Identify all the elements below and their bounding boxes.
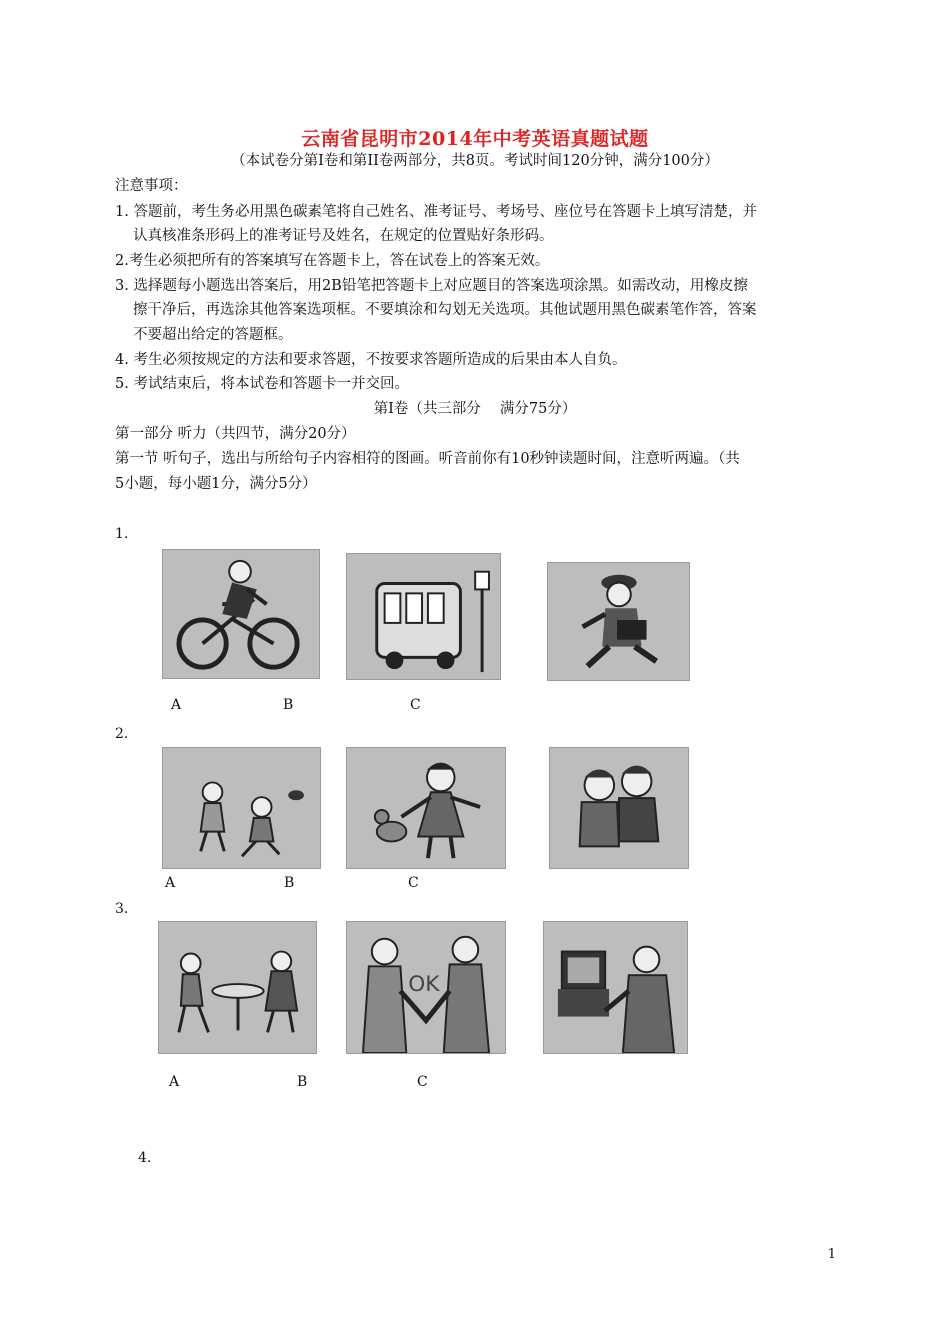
girl-icon [347,748,505,868]
notice-4: 4. 考生必须按规定的方法和要求答题，不按要求答题所造成的后果由本人自负。 [115,352,627,368]
page-number: 1 [827,1247,836,1262]
notice-3-cont: 擦干净后，再选涂其他答案选项框。不要填涂和勾划无关选项。其他试题用黑色碳素笔作答，答案 [133,302,757,318]
question-3-option-b: B [297,1074,308,1090]
question-2-number: 2. [115,726,129,742]
man-at-computer-image [543,921,688,1054]
volume-heading: 第I卷（共三部分 满分75分） [373,401,577,417]
question-3-option-a: A [169,1074,180,1090]
children-playing-image [162,747,321,869]
question-2-option-b: B [284,875,295,891]
two-friends-image [549,747,689,869]
girl-with-cat-image [346,747,506,869]
notice-1-cont: 认真核准条形码上的准考证号及姓名，在规定的位置贴好条形码。 [133,228,554,244]
notice-5: 5. 考试结束后，将本试卷和答题卡一并交回。 [115,376,409,392]
running-boy-icon [548,563,689,680]
bus-at-bus-stop-image [346,553,501,680]
section-instructions: 第一节 听句子，选出与所给句子内容相符的图画。听音前你有10秒钟读题时间，注意听两遍。（共 [115,451,740,467]
table-icon [159,922,316,1053]
question-1-option-b: B [283,697,294,713]
handshake-icon [347,922,505,1053]
notice-2: 2.考生必须把所有的答案填写在答题卡上，答在试卷上的答案无效。 [115,253,550,269]
two-men-shaking-hands-image [346,921,506,1054]
svg-text:OK: OK [408,971,440,997]
computer-icon [544,922,687,1053]
question-4-number: 4. [138,1150,152,1166]
boy-running-image [547,562,690,681]
section-instructions-cont: 5小题，每小题1分，满分5分） [115,476,317,492]
page-title: 云南省昆明市2014年中考英语真题试题 [301,128,649,150]
question-2-option-c: C [408,875,419,891]
question-1-option-c: C [410,697,421,713]
bus-icon [347,554,500,679]
man-riding-bicycle-image [162,549,320,679]
question-1-number: 1. [115,526,129,542]
part-heading: 第一部分 听力（共四节，满分20分） [115,426,356,442]
notice-1: 1. 答题前，考生务必用黑色碳素笔将自己姓名、准考证号、考场号、座位号在答题卡上填写清楚，并 [115,204,757,220]
question-3-option-c: C [417,1074,428,1090]
notice-3-cont2: 不要超出给定的答题框。 [133,327,293,343]
people-at-table-image [158,921,317,1054]
question-1-option-a: A [171,697,182,713]
notice-3: 3. 选择题每小题选出答案后，用2B铅笔把答题卡上对应题目的答案选项涂黑。如需改动，用橡皮擦 [115,278,748,294]
children-icon [163,748,320,868]
friends-icon [550,748,688,868]
bicycle-icon [163,550,319,678]
notice-heading: 注意事项： [115,178,188,194]
question-3-number: 3. [115,901,129,917]
subtitle: （本试卷分第I卷和第II卷两部分，共8页。考试时间120分钟，满分100分） [231,153,719,169]
question-2-option-a: A [165,875,176,891]
